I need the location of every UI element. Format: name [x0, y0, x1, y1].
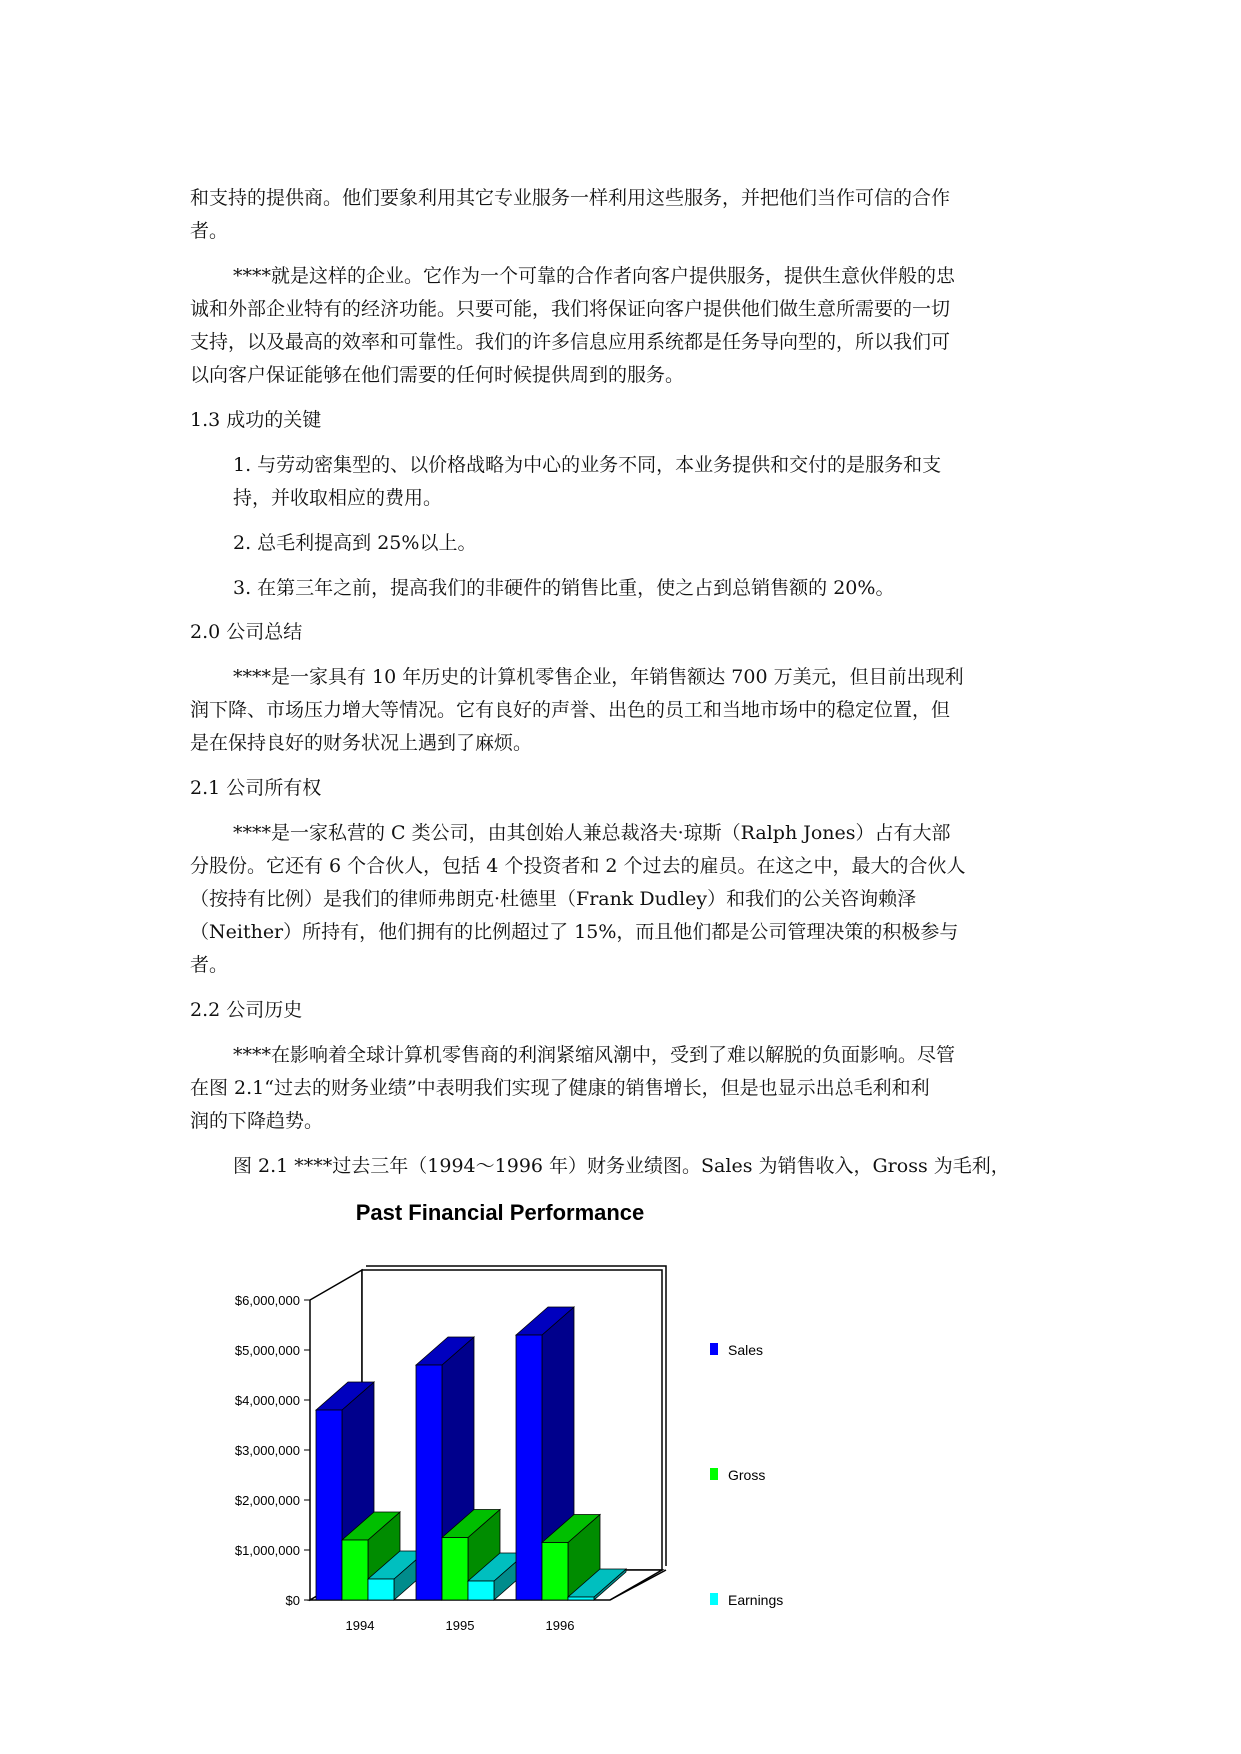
bar-gross-1995	[442, 1538, 468, 1601]
legend-label-sales: Sales	[728, 1342, 764, 1358]
legend-label-gross: Gross	[728, 1467, 766, 1483]
x-tick-label: 1996	[545, 1618, 575, 1633]
bar-earnings-1995	[468, 1581, 494, 1600]
legend-label-earnings: Earnings	[728, 1592, 784, 1608]
figure-caption: 图 2.1 ****过去三年（1994～1996 年）财务业绩图。Sales 为销售收入，Gross 为毛利，	[233, 1155, 1010, 1177]
paragraph-line: 润的下降趋势。	[190, 1110, 324, 1132]
y-tick-label: $2,000,000	[234, 1493, 300, 1508]
bar-gross-1994	[342, 1540, 368, 1600]
paragraph-line: （Neither）所持有，他们拥有的比例超过了 15%，而且他们都是公司管理决策的积极参与	[190, 921, 959, 943]
section-heading-2-2: 2.2 公司历史	[190, 999, 303, 1021]
bar-earnings-1994	[368, 1579, 394, 1600]
legend-swatch-earnings	[710, 1593, 718, 1605]
paragraph-line: 分股份。它还有 6 个合伙人，包括 4 个投资者和 2 个过去的雇员。在这之中，最大的合伙人	[190, 855, 966, 877]
y-tick-label: $0	[285, 1593, 300, 1608]
x-tick-label: 1994	[345, 1618, 375, 1633]
chart-back-wall	[362, 1270, 662, 1570]
list-item: 3. 在第三年之前，提高我们的非硬件的销售比重，使之占到总销售额的 20%。	[233, 577, 895, 599]
paragraph-line: ****是一家具有 10 年历史的计算机零售企业，年销售额达 700 万美元，但目前出现利	[233, 666, 964, 688]
paragraph-line: 在图 2.1“过去的财务业绩”中表明我们实现了健康的销售增长，但是也显示出总毛利和利	[190, 1077, 930, 1099]
paragraph-line: ****是一家私营的 C 类公司，由其创始人兼总裁洛夫·琼斯（Ralph Jones）占有大部	[233, 822, 951, 844]
paragraph-line: 润下降、市场压力增大等情况。它有良好的声誉、出色的员工和当地市场中的稳定位置，但	[190, 699, 951, 721]
legend-swatch-sales	[710, 1343, 718, 1355]
section-heading-2-0: 2.0 公司总结	[190, 621, 303, 643]
paragraph-line: 是在保持良好的财务状况上遇到了麻烦。	[190, 732, 533, 754]
list-item: 2. 总毛利提高到 25%以上。	[233, 532, 477, 554]
bar-chart	[190, 1190, 850, 1650]
section-heading-1-3: 1.3 成功的关键	[190, 409, 322, 431]
list-item: 1. 与劳动密集型的、以价格战略为中心的业务不同，本业务提供和交付的是服务和支	[233, 454, 942, 476]
y-tick-label: $4,000,000	[234, 1393, 300, 1408]
paragraph-line: 者。	[190, 220, 229, 242]
paragraph-line: 支持，以及最高的效率和可靠性。我们的许多信息应用系统都是任务导向型的，所以我们可	[190, 331, 951, 353]
y-tick-label: $1,000,000	[234, 1543, 300, 1558]
legend-swatch-gross	[710, 1468, 718, 1480]
paragraph-line: 诚和外部企业特有的经济功能。只要可能，我们将保证向客户提供他们做生意所需要的一切	[190, 298, 951, 320]
paragraph-line: 以向客户保证能够在他们需要的任何时候提供周到的服务。	[190, 364, 685, 386]
paragraph-line: 者。	[190, 954, 229, 976]
bar-earnings-1996	[568, 1597, 594, 1600]
y-tick-label: $6,000,000	[234, 1293, 300, 1308]
section-heading-2-1: 2.1 公司所有权	[190, 777, 322, 799]
y-tick-label: $3,000,000	[234, 1443, 300, 1458]
bar-sales-1995	[416, 1365, 442, 1600]
paragraph-line: 和支持的提供商。他们要象利用其它专业服务一样利用这些服务，并把他们当作可信的合作	[190, 187, 951, 209]
bar-gross-1996	[542, 1543, 568, 1601]
x-tick-label: 1995	[445, 1618, 475, 1633]
paragraph-line: （按持有比例）是我们的律师弗朗克·杜德里（Frank Dudley）和我们的公关咨询赖泽	[190, 888, 917, 910]
y-tick-label: $5,000,000	[234, 1343, 300, 1358]
bar-sales-1996	[516, 1335, 542, 1600]
list-item-continuation: 持，并收取相应的费用。	[233, 487, 443, 509]
paragraph-line: ****就是这样的企业。它作为一个可靠的合作者向客户提供服务，提供生意伙伴般的忠	[233, 265, 956, 287]
bar-sales-1994	[316, 1410, 342, 1600]
paragraph-line: ****在影响着全球计算机零售商的利润紧缩风潮中，受到了难以解脱的负面影响。尽管	[233, 1044, 956, 1066]
chart-title: Past Financial Performance	[355, 1200, 645, 1225]
